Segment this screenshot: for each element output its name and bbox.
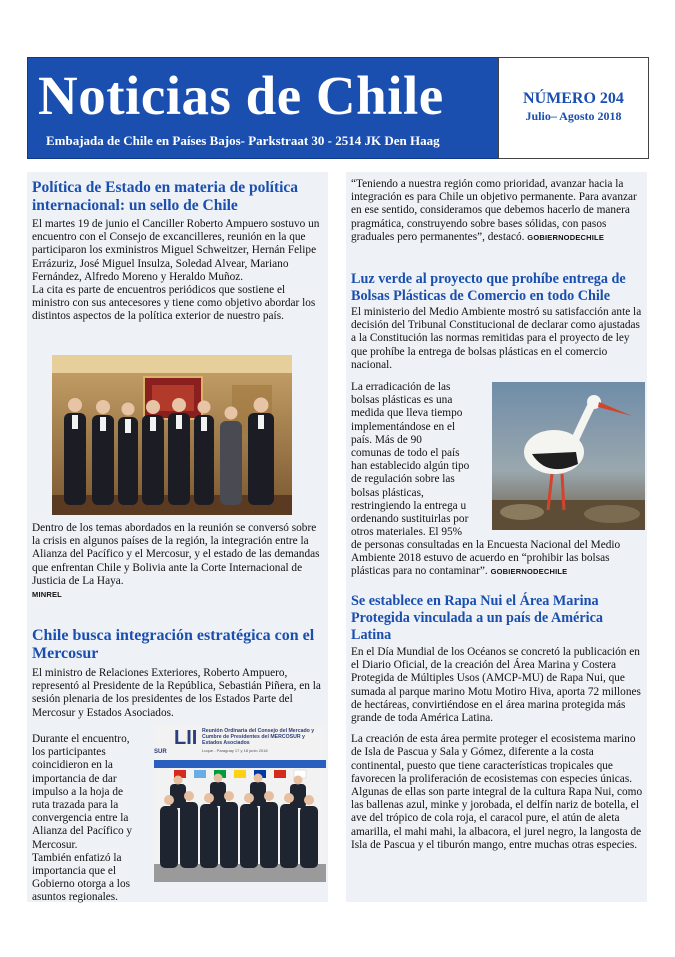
- summit-banner-number: LII: [174, 727, 198, 749]
- article3-source: GOBIERNODECHILE: [490, 567, 568, 577]
- article3-headline: Luz verde al proyecto que prohíbe entrega de Bolsas Plásticas de Comercio en todo Chile: [351, 271, 626, 304]
- text-line: otros materiales. El 95%: [351, 526, 463, 539]
- text-line: implementándose en el: [351, 420, 456, 433]
- quote-source: GOBIERNODECHILE: [527, 232, 605, 242]
- text-line: comunas de todo el país: [351, 447, 460, 460]
- text-line: bolsas plásticas,: [351, 486, 424, 499]
- article1-paragraph: La cita es parte de encuentros periódicos que sostiene el ministro con sus antecesores y tiene como objetivo abordar los distintos aspectos de la política exterior de nuestro país.: [32, 284, 316, 323]
- text-line: Durante el encuentro,: [32, 733, 130, 745]
- right-column: [346, 172, 647, 902]
- embassy-address: Embajada de Chile en Países Bajos- Parkstraat 30 - 2514 JK Den Haag: [46, 133, 440, 148]
- text-line: Gobierno otorga a los: [32, 878, 130, 891]
- text-line: han establecido algún tipo: [351, 460, 470, 473]
- quote-paragraph: [351, 178, 643, 244]
- text-line: importancia que el: [32, 865, 117, 878]
- article1-source: MINREL: [32, 590, 62, 600]
- text-line: impulso a la hoja de: [32, 785, 123, 798]
- issue-box: [498, 57, 649, 159]
- text-line: También enfatizó la: [32, 851, 122, 864]
- text-line: de regulación sobre las: [351, 473, 455, 486]
- text-line: asuntos regionales.: [32, 891, 118, 904]
- article1-body: [32, 218, 324, 328]
- text-line: los participantes: [32, 746, 106, 759]
- summit-banner-place: Luque - Paraguay 17 y 18 junio 2018: [202, 748, 268, 753]
- article2-narrow-text: [32, 733, 154, 905]
- quote-block: [351, 178, 643, 244]
- article4-headline: Se establece en Rapa Nui el Área Marina Protegida vinculada a un país de América Latina: [351, 593, 603, 643]
- article4-paragraph: La creación de esta área permite proteger el ecosistema marino de Isla de Pascua y Sala y Gómez, diferente a la costa continental, puesto que tiene características tropicales que favorecen la proliferación de ecosistemas con especies únicas.: [351, 733, 636, 785]
- article1-headline: Política de Estado en materia de política internacional: un sello de Chile: [32, 179, 299, 214]
- article4-paragraph: En el Día Mundial de los Océanos se concretó la publicación en el Diario Oficial, de la creación del Área Marina y Costera Protegida de Múltiples Usos (AMCP-MU) de Rapa Nui, que sumada al parque marino Motu Motiro Hiva, aporta 72 millones de hectáreas, convirtiéndose en el área marina protegida más grande de toda América Latina.: [351, 646, 641, 725]
- ministers-meeting-photo: [52, 355, 292, 515]
- article3-body-cont: [351, 539, 643, 579]
- issue-date: Julio– Agosto 2018: [525, 109, 622, 123]
- article1-paragraph-text: Dentro de los temas abordados en la reunión se conversó sobre la crisis en algunos países de la región, la integración entre la Alianza del Pacífico y el Mercosur, y el estado de las demandas que enfrentan Chile y Bolivia ante la Corte Internacional de Justicia de La Haya.: [32, 522, 320, 587]
- text-line: Mercosur.: [32, 838, 78, 851]
- article3-paragraph-text: de personas consultadas en la Encuesta Nacional del Medio Ambiente 2018 estuvo de acuerdo en “prohibir las bolsas plásticas para no contaminar”.: [351, 539, 621, 578]
- text-line: país. Más de 90: [351, 433, 422, 446]
- article2-headline: Chile busca integración estratégica con el Mercosur: [32, 627, 315, 662]
- quote-text: “Teniendo a nuestra región como prioridad, avanzar hacia la integración es para Chile un objetivo permanente. Para avanzar en ese sentido, consideramos que debemos hacerlo de manera pragmática, construyendo sobre bases sólidas, con pasos graduales pero permanentes”, destacó.: [351, 178, 637, 243]
- text-line: ordenando sustituirlas por: [351, 513, 469, 526]
- text-line: importancia de dar: [32, 772, 117, 785]
- article4-paragraph: Algunas de ellas son parte integral de la cultura Rapa Nui, como las ballenas azul, minke y jorobada, el delfín nariz de botella, el ave del trópico de cola roja, el caracol pure, el atún de aleta amarilla, el mahi mahi, la albacora, el jurel negro, la langosta de Isla de Pascua y el tiburón mango, entre muchas otras especies.: [351, 786, 643, 851]
- issue-number: NÚMERO 204: [523, 90, 624, 107]
- article3-narrow-text: [351, 381, 491, 539]
- left-column: [27, 172, 328, 902]
- stork-photo: [492, 382, 645, 530]
- newsletter-title: Noticias de Chile: [38, 65, 444, 126]
- mercosur-summit-photo: [154, 724, 326, 882]
- text-line: restringiendo la entrega u: [351, 499, 467, 512]
- article2-body: [32, 667, 324, 720]
- text-line: coincidieron en la: [32, 759, 113, 772]
- article1-paragraph: [32, 522, 324, 588]
- article4-body: [351, 646, 643, 856]
- article3-body: [351, 306, 643, 376]
- article2-paragraph: El ministro de Relaciones Exteriores, Roberto Ampuero, representó al Presidente de la República, Sebastián Piñera, en la sesión plenaria de los presidentes de los Estados Parte del Mercosur y Estados Asociados.: [32, 667, 321, 719]
- article1-body-cont: [32, 522, 324, 601]
- text-line: ruta trazada para la: [32, 799, 119, 812]
- article3-paragraph: [351, 539, 643, 579]
- article1-paragraph: El martes 19 de junio el Canciller Roberto Ampuero sostuvo un encuentro con el Consejo de excancilleres, reunión en la que participaron los exministros Miguel Schweitzer, Hernán Felipe Errázuriz, José Miguel Insulza, Soledad Alvear, Mariano Fernández, Alfredo Moreno y Heraldo Muñoz.: [32, 218, 320, 283]
- text-line: Alianza del Pacífico y: [32, 825, 133, 838]
- text-line: La erradicación de las: [351, 381, 451, 393]
- summit-banner-left: SUR: [154, 749, 167, 755]
- masthead: [27, 57, 499, 159]
- text-line: medida que lleva tiempo: [351, 407, 463, 420]
- text-line: bolsas plásticas es una: [351, 394, 453, 407]
- article3-paragraph: El ministerio del Medio Ambiente mostró su satisfacción ante la decisión del Tribunal Constitucional de declarar como ajustadas a la Constitución las normas remitidas para el proyecto de ley que prohíbe la entrega de bolsas plásticas en el comercio nacional.: [351, 306, 642, 371]
- text-line: convergencia entre la: [32, 812, 129, 825]
- summit-banner-text: Reunión Ordinaria del Consejo del Mercado y Cumbre de Presidentes del MERCOSUR y Estados Asociados: [202, 728, 315, 746]
